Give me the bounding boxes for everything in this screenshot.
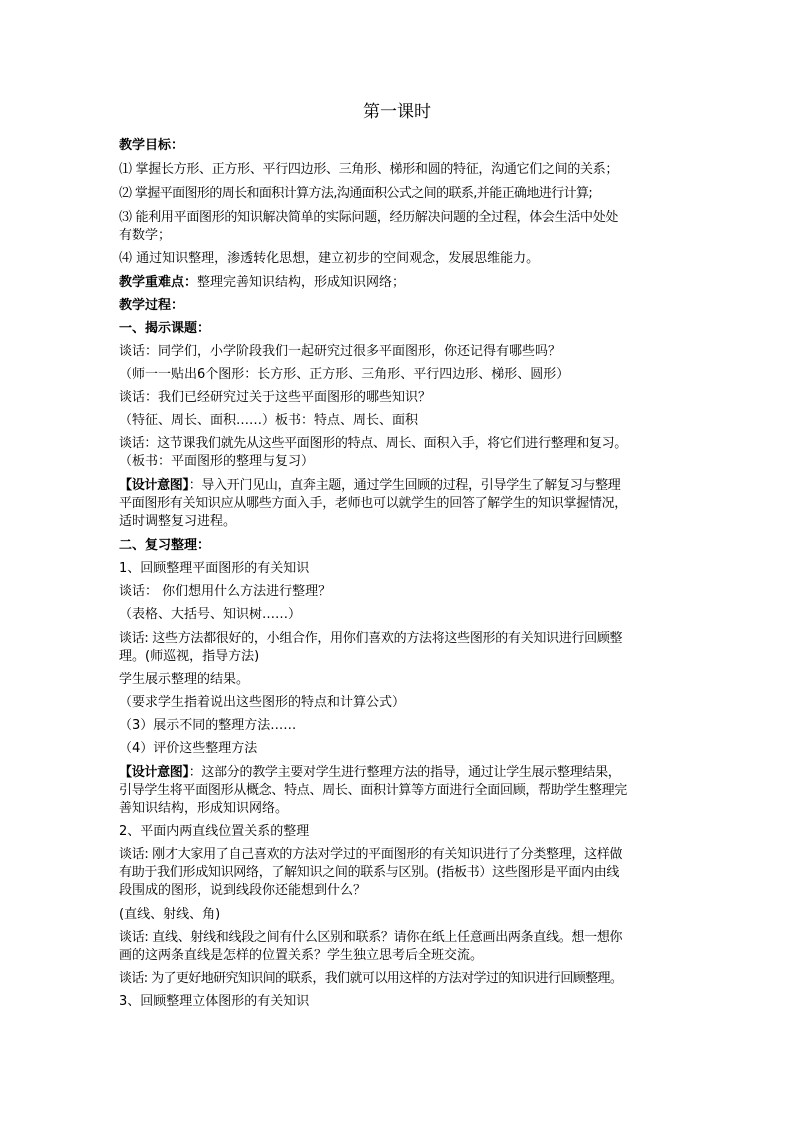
paragraph-line: 谈话: 这些方法都很好的，小组合作，用你们喜欢的方法将这些图形的有关知识进行回顾整 [119, 631, 623, 646]
paragraph-line: （3）展示不同的整理方法…… [119, 718, 297, 733]
design-intent-line [119, 763, 689, 782]
paragraph-line: 平面图形有关知识应从哪些方面入手，老师也可以就学生的回答了解学生的知识掌握情况， [119, 496, 628, 511]
paragraph-line: 适时调整复习进程。 [119, 514, 237, 529]
paragraph-line: （师一一贴出6个图形：长方形、正方形、三角形、平行四边形、梯形、圆形） [119, 367, 570, 382]
paragraph-line: 谈话: 为了更好地研究知识间的联系，我们就可以用这样的方法对学过的知识进行回顾整理。 [119, 971, 623, 986]
paragraph-line: 谈话: 刚才大家用了自己喜欢的方法对学过的平面图形的有关知识进行了分类整理，这样做 [119, 847, 623, 862]
design-intent-text: ：导入开门见山，直奔主题，通过学生回顾的过程，引导学生了解复习与整理 [188, 478, 621, 493]
goal-item-3-continued: 有数学； [119, 228, 172, 243]
design-intent-line [119, 476, 689, 495]
paragraph-line: 谈话：同学们，小学阶段我们一起研究过很多平面图形，你还记得有哪些吗？ [119, 344, 562, 359]
subsection-heading: 1、回顾整理平面图形的有关知识 [119, 561, 310, 576]
heading-teaching-goals: 教学目标： [119, 138, 185, 153]
section-heading-1: 一、揭示课题： [119, 321, 211, 336]
paragraph-line: 引导学生将平面图形从概念、特点、周长、面积计算等方面进行全面回顾，帮助学生整理完 [119, 783, 628, 798]
paragraph-line: （板书：平面图形的整理与复习） [119, 454, 315, 469]
paragraph-line: 善知识结构，形成知识网络。 [119, 801, 289, 816]
paragraph-line: 谈话：我们已经研究过关于这些平面图形的哪些知识？ [119, 390, 432, 405]
paragraph-line: 谈话: 直线、射线和线段之间有什么区别和联系？请你在纸上任意画出两条直线。想一想你 [119, 930, 623, 945]
subsection-heading: 2、平面内两直线位置关系的整理 [119, 824, 310, 839]
key-difficulty-text: 整理完善知识结构，形成知识网络； [197, 275, 406, 290]
paragraph-line: （特征、周长、面积……）板书：特点、周长、面积 [119, 413, 419, 428]
paragraph-line: （表格、大括号、知识树……） [119, 607, 302, 622]
design-intent-text: ：这部分的教学主要对学生进行整理方法的指导，通过让学生展示整理结果， [188, 765, 621, 780]
paragraph-line: 理。(师巡视，指导方法) [119, 649, 260, 664]
goal-item-3: ⑶ 能利用平面图形的知识解决简单的实际问题，经历解决问题的全过程，体会生活中处处 [119, 210, 619, 225]
paragraph-line: （要求学生指着说出这些图形的特点和计算公式） [119, 695, 406, 710]
goal-item-2: ⑵ 掌握平面图形的周长和面积计算方法,沟通面积公式之间的联系,并能正确地进行计算; [119, 186, 593, 201]
paragraph-line: 段围成的图形，说到线段你还能想到什么？ [119, 883, 367, 898]
page-title: 第一课时 [363, 102, 431, 122]
design-intent-label: 【设计意图】 [119, 765, 189, 780]
paragraph-line: 谈话：这节课我们就先从这些平面图形的特点、周长、面积入手，将它们进行整理和复习。 [119, 436, 628, 451]
paragraph-line: (直线、射线、角) [119, 907, 221, 922]
paragraph-line: 有助于我们形成知识网络，了解知识之间的联系与区别。(指板书）这些图形是平面内由线 [119, 865, 620, 880]
paragraph-line: 谈话： 你们想用什么方法进行整理？ [119, 584, 332, 599]
paragraph-line: 学生展示整理的结果。 [119, 672, 250, 687]
key-difficulty-label: 教学重难点： [119, 275, 198, 290]
paragraph-line: 画的这两条直线是怎样的位置关系？学生独立思考后全班交流。 [119, 948, 484, 963]
key-difficulty-line [119, 273, 689, 292]
section-heading-2: 二、复习整理： [119, 538, 211, 553]
goal-item-4: ⑷ 通过知识整理，渗透转化思想，建立初步的空间观念，发展思维能力。 [119, 251, 540, 266]
design-intent-label: 【设计意图】 [119, 478, 189, 493]
paragraph-line: （4）评价这些整理方法 [119, 741, 258, 756]
goal-item-1: ⑴ 掌握长方形、正方形、平行四边形、三角形、梯形和圆的特征，沟通它们之间的关系； [119, 162, 619, 177]
subsection-heading: 3、回顾整理立体图形的有关知识 [119, 994, 310, 1009]
heading-teaching-process: 教学过程： [119, 298, 185, 313]
